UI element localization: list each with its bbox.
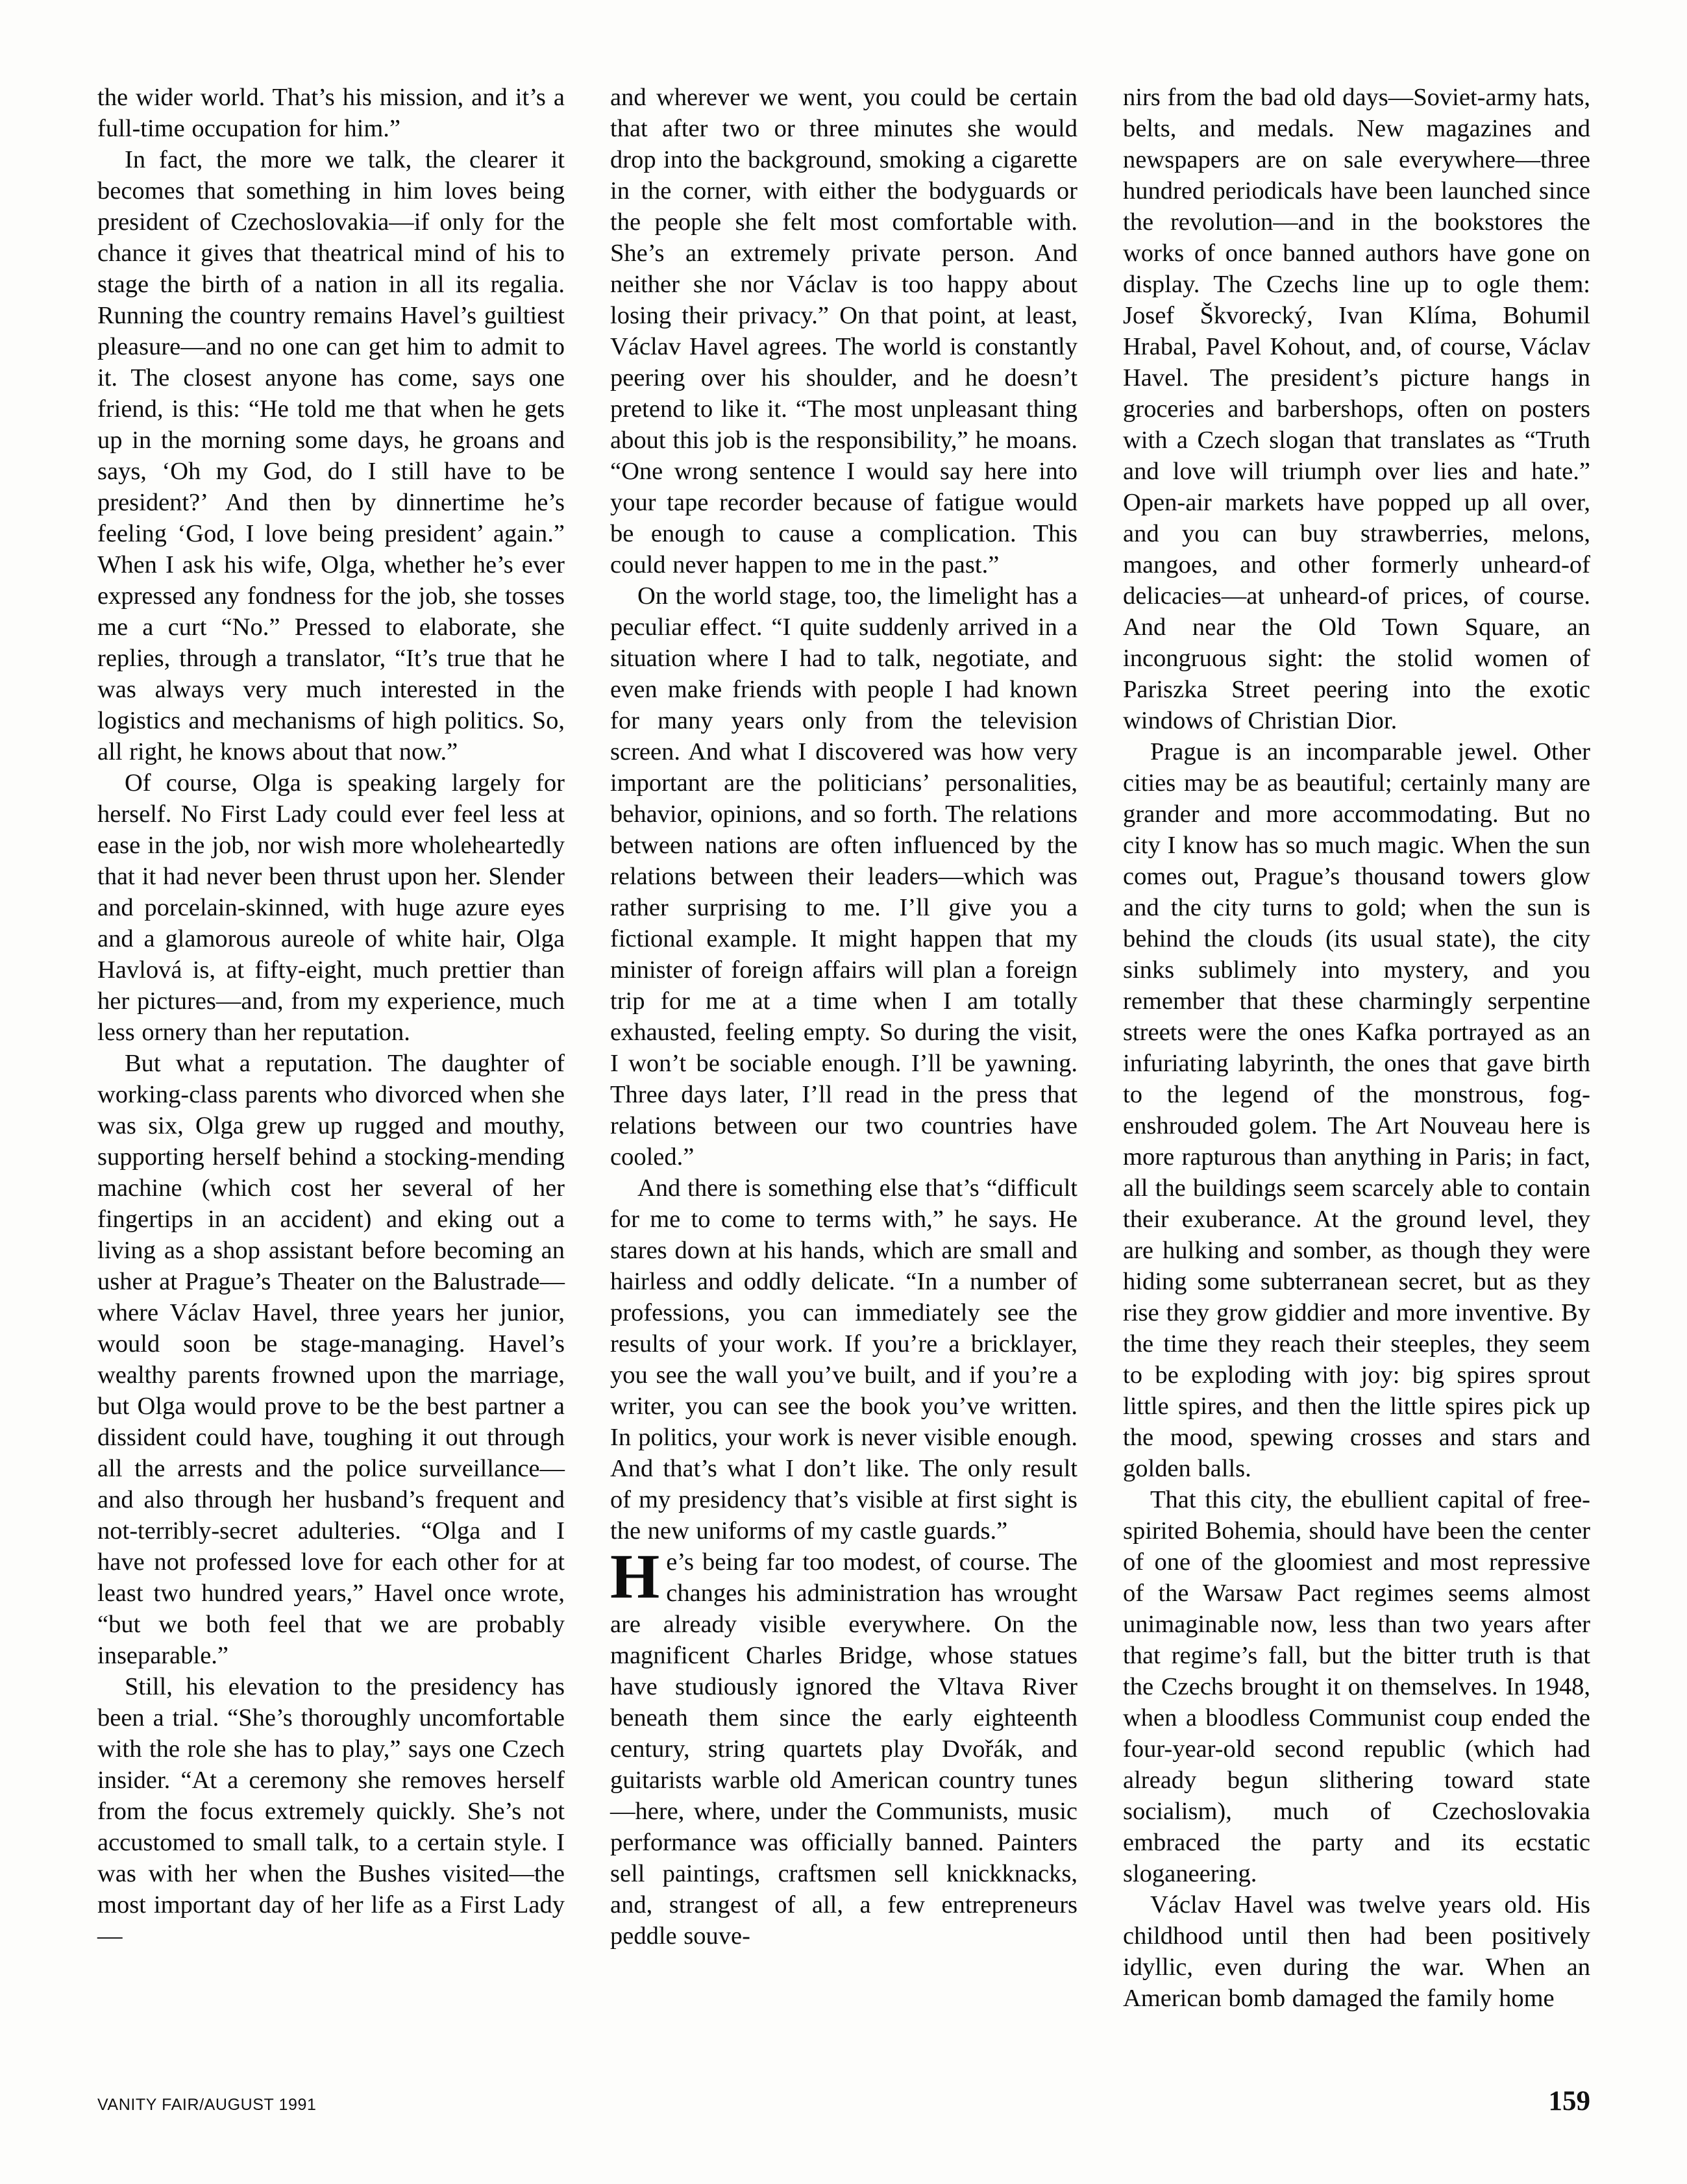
paragraph: the wider world. That’s his mission, and it’s a full-time occupation for him.” bbox=[97, 84, 565, 142]
column-2 bbox=[610, 82, 1077, 2014]
paragraph: On the world stage, too, the limelight has a peculiar effect. “I quite suddenly arrived in a situation where I had to talk, negotiate, and even make friends with people I had known for many years only from the television screen. And what I discovered was how very important are the politicians’ personalities, behavior, opinions, and so forth. The relations between nations are often influenced by the relations between their leaders—which was rather surprising to me. I’ll give you a fictional example. It might happen that my minister of foreign affairs will plan a foreign trip for me at a time when I am totally exhausted, feeling empty. So during the visit, I won’t be sociable enough. I’ll be yawning. Three days later, I’ll read in the press that relations between our two countries have cooled.” bbox=[610, 582, 1077, 1171]
paragraph: But what a reputation. The daughter of working-class parents who divorced when she was six, Olga grew up rugged and mouthy, supporting herself behind a stocking-mending machine (which cost her several of her fingertips in an accident) and eking out a living as a shop assistant before becoming an usher at Prague’s Theater on the Balustrade—where Václav Havel, three years her junior, would soon be stage-managing. Havel’s wealthy parents frowned upon the marriage, but Olga would prove to be the best partner a dissident could have, toughing it out through all the arrests and the police surveillance—and also through her husband’s frequent and not-terribly-secret adulteries. “Olga and I have not professed love for each other for at least two hundred years,” Havel once wrote, “but we both feel that we are probably inseparable.” bbox=[97, 1050, 565, 1669]
magazine-issue-label: VANITY FAIR/AUGUST 1991 bbox=[97, 2096, 317, 2114]
column-3 bbox=[1123, 82, 1590, 2014]
paragraph: Prague is an incomparable jewel. Other cities may be as beautiful; certainly many are grander and more accommodating. But no city I know has so much magic. When the sun comes out, Prague’s thousand towers glow and the city turns to gold; when the sun is behind the clouds (its usual state), the city sinks sublimely into mystery, and you remember that these charmingly serpentine streets were the ones Kafka portrayed as an infuriating labyrinth, the ones that gave birth to the legend of the monstrous, fog-enshrouded golem. The Art Nouveau here is more rapturous than anything in Paris; in fact, all the buildings seem scarcely able to contain their exuberance. At the ground level, they are hulking and somber, as though they were hiding some subterranean secret, but as they rise they grow giddier and more inventive. By the time they reach their steeples, they seem to be exploding with joy: big spires sprout little spires, and then the little spires pick up the mood, spewing crosses and stars and golden balls. bbox=[1123, 738, 1590, 1482]
page-number: 159 bbox=[1548, 2086, 1590, 2116]
paragraph: In fact, the more we talk, the clearer it becomes that something in him loves being president of Czechoslovakia—if only for the chance it gives that theatrical mind of his to stage the birth of a nation in all its regalia. Running the country remains Havel’s guiltiest pleasure—and no one can get him to admit to it. The closest anyone has come, says one friend, is this: “He told me that when he gets up in the morning some days, he groans and says, ‘Oh my God, do I still have to be president?’ And then by dinnertime he’s feeling ‘God, I love being president’ again.” When I ask his wife, Olga, whether he’s ever expressed any fondness for the job, she tosses me a curt “No.” Pressed to elaborate, she replies, through a translator, “It’s true that he was always very much interested in the logistics and mechanisms of high politics. So, all right, he knows about that now.” bbox=[97, 146, 565, 765]
column-1 bbox=[97, 82, 565, 2014]
drop-cap-letter: H bbox=[610, 1542, 660, 1612]
paragraph: And there is something else that’s “difficult for me to come to terms with,” he says. He stares down at his hands, which are small and hairless and oddly delicate. “In a number of professions, you can immediately see the results of your work. If you’re a bricklayer, you see the wall you’ve built, and if you’re a writer, you can see the book you’ve written. In politics, your work is never visible enough. And that’s what I don’t like. The only result of my presidency that’s visible at first sight is the new uniforms of my castle guards.” bbox=[610, 1174, 1077, 1545]
paragraph-text: e’s being far too modest, of course. The changes his administration has wrought are already visible everywhere. On the magnificent Charles Bridge, whose statues have studiously ignored the Vltava River beneath them since the early eighteenth century, string quartets play Dvořák, and guitarists warble old American country tunes—here, where, under the Communists, music performance was officially banned. Painters sell paintings, craftsmen sell knickknacks, and, strangest of all, a few entrepreneurs peddle souve- bbox=[610, 1548, 1077, 1950]
paragraph: nirs from the bad old days—Soviet-army hats, belts, and medals. New magazines and newspapers are on sale everywhere—three hundred periodicals have been launched since the revolution—and in the bookstores the works of once banned authors have gone on display. The Czechs line up to ogle them: Josef Škvorecký, Ivan Klíma, Bohumil Hrabal, Pavel Kohout, and, of course, Václav Havel. The president’s picture hangs in groceries and barbershops, often on posters with a Czech slogan that translates as “Truth and love will triumph over lies and hate.” Open-air markets have popped up all over, and you can buy strawberries, melons, mangoes, and other formerly unheard-of delicacies—at unheard-of prices, of course. And near the Old Town Square, an incongruous sight: the stolid women of Pariszka Street peering into the exotic windows of Christian Dior. bbox=[1123, 84, 1590, 734]
paragraph: Václav Havel was twelve years old. His childhood until then had been positively idyllic, even during the war. When an American bomb damaged the family home bbox=[1123, 1891, 1590, 2012]
article-columns bbox=[97, 82, 1590, 2014]
paragraph: Still, his elevation to the presidency has been a trial. “She’s thoroughly uncomfortable with the role she has to play,” says one Czech insider. “At a ceremony she removes herself from the focus extremely quickly. She’s not accustomed to small talk, to a certain style. I was with her when the Bushes visited—the most important day of her life as a First Lady— bbox=[97, 1673, 565, 1950]
paragraph: That this city, the ebullient capital of free-spirited Bohemia, should have been the center of one of the gloomiest and most repressive of the Warsaw Pact regimes seems almost unimaginable now, less than two years after that regime’s fall, but the bitter truth is that the Czechs brought it on themselves. In 1948, when a bloodless Communist coup ended the four-year-old second republic (which had already begun slithering toward state socialism), much of Czechoslovakia embraced the party and its ecstatic sloganeering. bbox=[1123, 1486, 1590, 1887]
page-footer bbox=[97, 2085, 1590, 2117]
paragraph-dropcap bbox=[610, 1542, 1077, 1952]
paragraph: and wherever we went, you could be certain that after two or three minutes she would drop into the background, smoking a cigarette in the corner, with either the bodyguards or the people she felt most comfortable with. She’s an extremely private person. And neither she nor Václav is too happy about losing their privacy.” On that point, at least, Václav Havel agrees. The world is constantly peering over his shoulder, and he doesn’t pretend to like it. “The most unpleasant thing about this job is the responsibility,” he moans. “One wrong sentence I would say here into your tape recorder because of fatigue would be enough to cause a complication. This could never happen to me in the past.” bbox=[610, 84, 1077, 578]
paragraph: Of course, Olga is speaking largely for herself. No First Lady could ever feel less at ease in the job, nor wish more wholeheartedly that it had never been thrust upon her. Slender and porcelain-skinned, with huge azure eyes and a glamorous aureole of white hair, Olga Havlová is, at fifty-eight, much prettier than her pictures—and, from my experience, much less ornery than her reputation. bbox=[97, 769, 565, 1046]
